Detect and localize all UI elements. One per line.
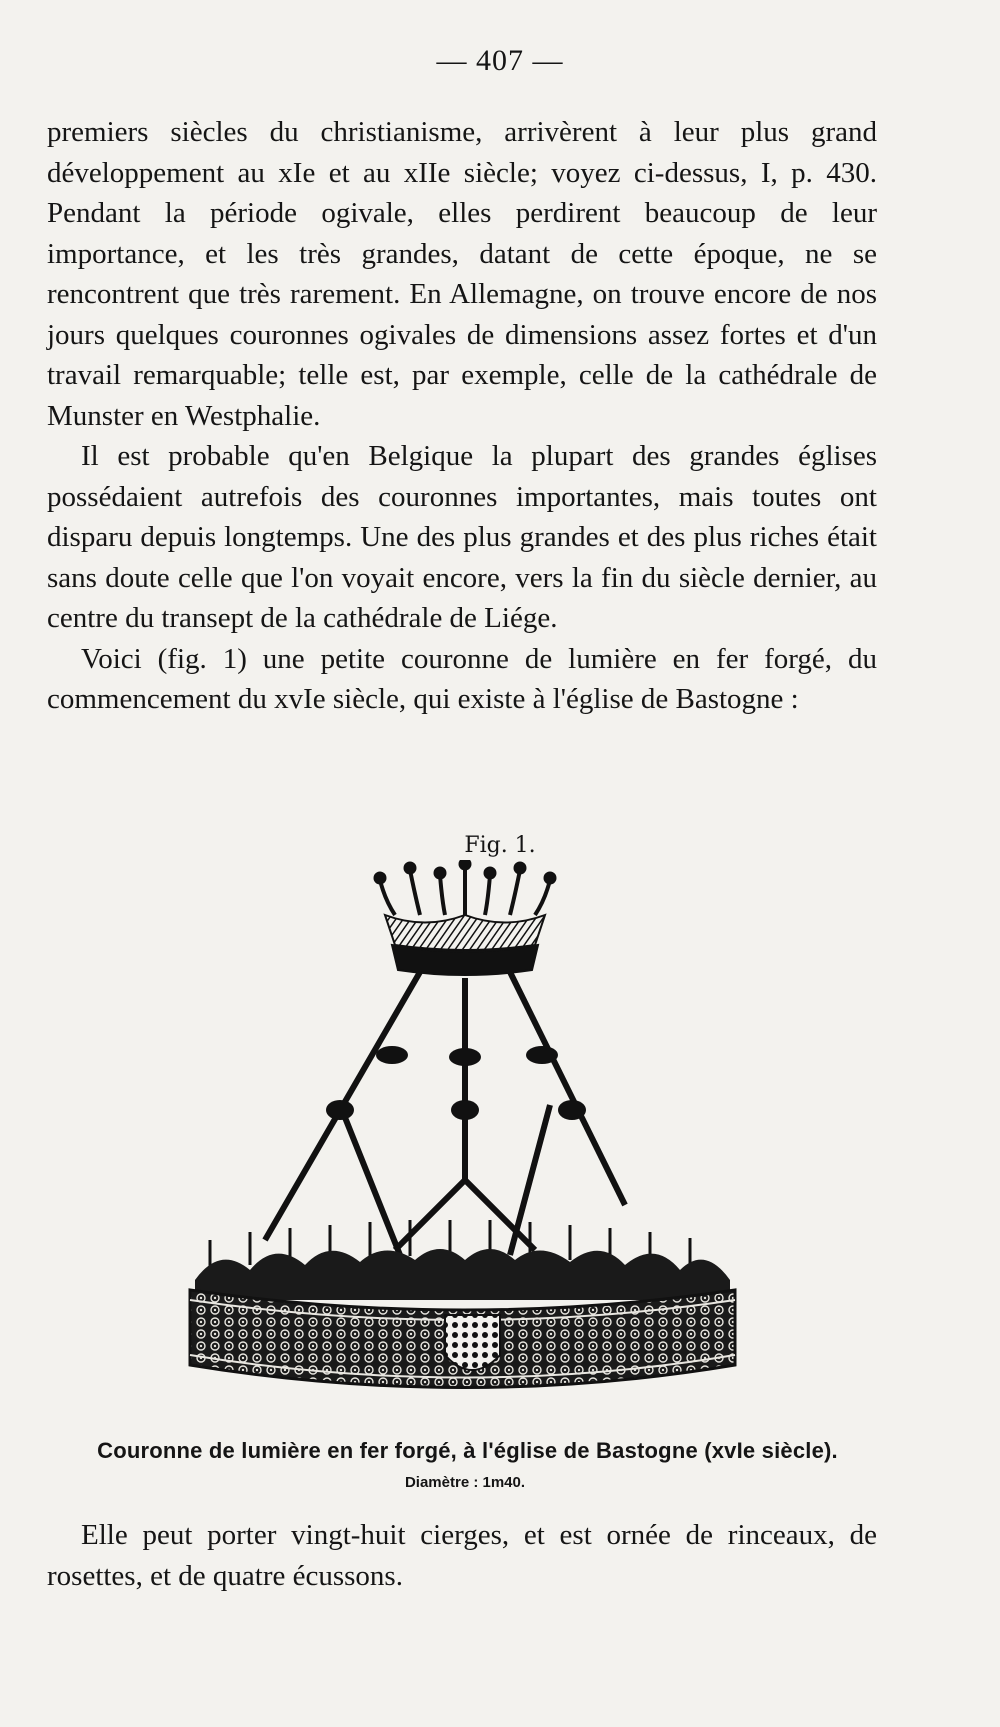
escutcheon <box>445 1315 500 1370</box>
body-text-top <box>47 112 877 720</box>
chandelier-engraving <box>180 860 750 1420</box>
crown-top <box>374 860 556 975</box>
foliage-crest <box>195 1249 730 1300</box>
paragraph: Il est probable qu'en Belgique la plupart des grandes églises possédaient autrefois des couronnes importantes, mais toutes ont disparu depuis longtemps. Une des plus grandes et des plus riches était sans doute celle que l'on voyait encore, vers la fin du siècle dernier, au centre du transept de la cathédrale de Liége. <box>47 440 877 634</box>
paragraph: Voici (fig. 1) une petite couronne de lumière en fer forgé, du commencement du xvIe siècle, qui existe à l'église de Bastogne : <box>47 642 877 715</box>
body-text-bottom <box>47 1515 877 1596</box>
paragraph: premiers siècles du christianisme, arrivèrent à leur plus grand développement au xIe et au xIIe siècle; voyez ci-dessus, I, p. 430. Pendant la période ogivale, elles perdirent beaucoup de leur importance, et les très grandes, datant de cette époque, ne se rencontrent que très rarement. En Allemagne, on trouve encore de nos jours quelques couronnes ogivales de dimensions assez fortes et d'un travail remarquable; telle est, par exemple, celle de la cathédrale de Munster en Westphalie. <box>47 116 877 432</box>
page-number: — 407 — <box>436 44 564 77</box>
paragraph: Elle peut porter vingt-huit cierges, et est ornée de rinceaux, de rosettes, et de quatre écussons. <box>47 1519 877 1592</box>
figure-dimension: Diamètre : 1m40. <box>404 1474 526 1491</box>
figure-label: Fig. 1. <box>464 833 536 858</box>
figure-caption: Couronne de lumière en fer forgé, à l'église de Bastogne (xvIe siècle). <box>97 1438 838 1463</box>
